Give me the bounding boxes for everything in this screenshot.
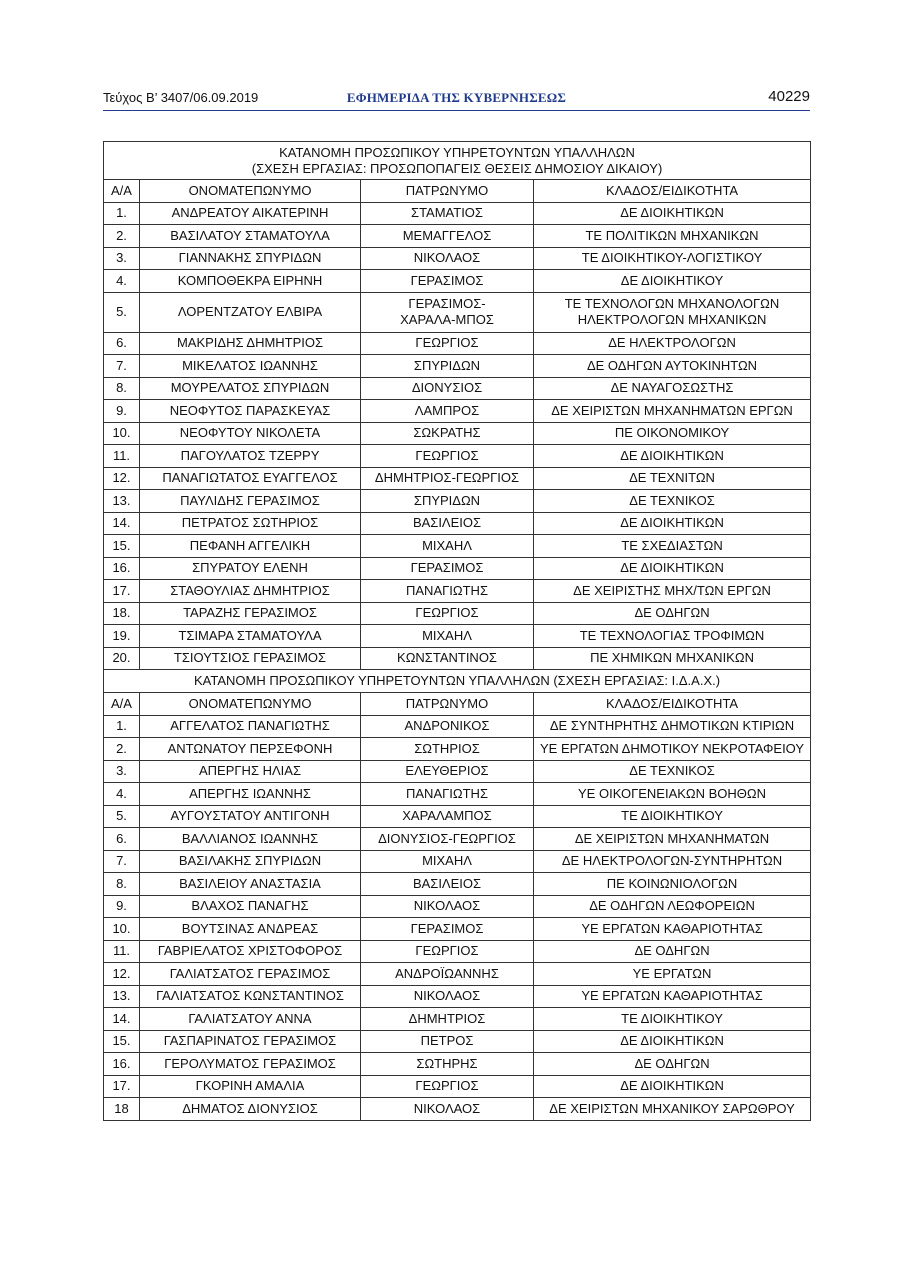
specialty: ΤΕ ΠΟΛΙΤΙΚΩΝ ΜΗΧΑΝΙΚΩΝ	[534, 225, 811, 248]
table-row	[104, 1053, 811, 1076]
journal-title: ΕΦΗΜΕΡΙΔΑ ΤΗΣ ΚΥΒΕΡΝΗΣΕΩΣ	[346, 90, 567, 105]
patronymic: ΝΙΚΟΛΑΟΣ	[361, 985, 534, 1008]
specialty: ΤΕ ΔΙΟΙΚΗΤΙΚΟΥ-ΛΟΓΙΣΤΙΚΟΥ	[534, 247, 811, 270]
specialty: ΔΕ ΗΛΕΚΤΡΟΛΟΓΩΝ	[534, 332, 811, 355]
row-number: 4.	[104, 783, 140, 806]
specialty: ΔΕ ΔΙΟΙΚΗΤΙΚΩΝ	[534, 557, 811, 580]
employee-name: ΓΑΛΙΑΤΣΑΤΟΣ ΓΕΡΑΣΙΜΟΣ	[140, 963, 361, 986]
patronymic: ΓΕΩΡΓΙΟΣ	[361, 602, 534, 625]
specialty: ΔΕ ΟΔΗΓΩΝ	[534, 1053, 811, 1076]
page-number: 40229	[768, 88, 810, 105]
table-row	[104, 247, 811, 270]
table-row	[104, 400, 811, 423]
table-row	[104, 873, 811, 896]
row-number: 11.	[104, 445, 140, 468]
patronymic: ΓΕΡΑΣΙΜΟΣ	[361, 918, 534, 941]
row-number: 7.	[104, 850, 140, 873]
patronymic: ΣΩΤΗΡΙΟΣ	[361, 738, 534, 761]
specialty: ΔΕ ΝΑΥΑΓΟΣΩΣΤΗΣ	[534, 377, 811, 400]
section2-title: ΚΑΤΑΝΟΜΗ ΠΡΟΣΩΠΙΚΟΥ ΥΠΗΡΕΤΟΥΝΤΩΝ ΥΠΑΛΛΗΛΩΝ (ΣΧΕΣΗ ΕΡΓΑΣΙΑΣ: Ι.Δ.Α.Χ.)	[104, 670, 811, 693]
row-number: 12.	[104, 467, 140, 490]
patronymic: ΓΕΩΡΓΙΟΣ	[361, 940, 534, 963]
patronymic: ΓΕΩΡΓΙΟΣ	[361, 1075, 534, 1098]
row-number: 4.	[104, 270, 140, 293]
employee-name: ΒΑΣΙΛΑΚΗΣ ΣΠΥΡΙΔΩΝ	[140, 850, 361, 873]
row-number: 11.	[104, 940, 140, 963]
specialty: ΔΕ ΧΕΙΡΙΣΤΗΣ ΜΗΧ/ΤΩΝ ΕΡΓΩΝ	[534, 580, 811, 603]
employee-name: ΚΟΜΠΟΘΕΚΡΑ ΕΙΡΗΝΗ	[140, 270, 361, 293]
table-row	[104, 467, 811, 490]
employee-name: ΒΟΥΤΣΙΝΑΣ ΑΝΔΡΕΑΣ	[140, 918, 361, 941]
employee-name: ΒΑΣΙΛΑΤΟΥ ΣΤΑΜΑΤΟΥΛΑ	[140, 225, 361, 248]
row-number: 10.	[104, 422, 140, 445]
specialty: ΔΕ ΔΙΟΙΚΗΤΙΚΩΝ	[534, 512, 811, 535]
specialty: ΥΕ ΕΡΓΑΤΩΝ ΔΗΜΟΤΙΚΟΥ ΝΕΚΡΟΤΑΦΕΙΟΥ	[534, 738, 811, 761]
patronymic: ΔΙΟΝΥΣΙΟΣ	[361, 377, 534, 400]
row-number: 9.	[104, 400, 140, 423]
page-header	[103, 88, 810, 108]
table-row	[104, 828, 811, 851]
table-row	[104, 760, 811, 783]
column-header-fullname: ΟΝΟΜΑΤΕΠΩΝΥΜΟ	[140, 693, 361, 716]
table-row	[104, 1098, 811, 1121]
employee-name: ΝΕΟΦΥΤΟΣ ΠΑΡΑΣΚΕΥΑΣ	[140, 400, 361, 423]
column-header-number: Α/Α	[104, 180, 140, 203]
table-row	[104, 783, 811, 806]
table-row	[104, 355, 811, 378]
specialty: ΤΕ ΤΕΧΝΟΛΟΓΙΑΣ ΤΡΟΦΙΜΩΝ	[534, 625, 811, 648]
employee-name: ΑΥΓΟΥΣΤΑΤΟΥ ΑΝΤΙΓΟΝΗ	[140, 805, 361, 828]
specialty: ΔΕ ΔΙΟΙΚΗΤΙΚΟΥ	[534, 270, 811, 293]
row-number: 19.	[104, 625, 140, 648]
table-row	[104, 580, 811, 603]
section1-title-line2: (ΣΧΕΣΗ ΕΡΓΑΣΙΑΣ: ΠΡΟΣΩΠΟΠΑΓΕΙΣ ΘΕΣΕΙΣ ΔΗΜΟΣΙΟΥ ΔΙΚΑΙΟΥ)	[251, 160, 663, 176]
row-number: 7.	[104, 355, 140, 378]
patronymic: ΔΙΟΝΥΣΙΟΣ-ΓΕΩΡΓΙΟΣ	[361, 828, 534, 851]
row-number: 18.	[104, 602, 140, 625]
specialty: ΔΕ ΧΕΙΡΙΣΤΩΝ ΜΗΧΑΝΗΜΑΤΩΝ	[534, 828, 811, 851]
row-number: 14.	[104, 512, 140, 535]
row-number: 15.	[104, 535, 140, 558]
section1-title-row	[104, 142, 811, 180]
row-number: 6.	[104, 332, 140, 355]
employee-name: ΠΑΥΛΙΔΗΣ ΓΕΡΑΣΙΜΟΣ	[140, 490, 361, 513]
staff-table	[103, 141, 811, 1121]
employee-name: ΤΑΡΑΖΗΣ ΓΕΡΑΣΙΜΟΣ	[140, 602, 361, 625]
column-header-patronymic: ΠΑΤΡΩΝΥΜΟ	[361, 693, 534, 716]
row-number: 15.	[104, 1030, 140, 1053]
employee-name: ΜΑΚΡΙΔΗΣ ΔΗΜΗΤΡΙΟΣ	[140, 332, 361, 355]
row-number: 5.	[104, 292, 140, 332]
table-row	[104, 625, 811, 648]
row-number: 1.	[104, 715, 140, 738]
patronymic: ΣΠΥΡΙΔΩΝ	[361, 355, 534, 378]
section1-header-row	[104, 180, 811, 203]
patronymic: ΣΤΑΜΑΤΙΟΣ	[361, 202, 534, 225]
employee-name: ΜΟΥΡΕΛΑΤΟΣ ΣΠΥΡΙΔΩΝ	[140, 377, 361, 400]
patronymic: ΔΗΜΗΤΡΙΟΣ	[361, 1008, 534, 1031]
patronymic: ΧΑΡΑΛΑΜΠΟΣ	[361, 805, 534, 828]
employee-name: ΓΑΣΠΑΡΙΝΑΤΟΣ ΓΕΡΑΣΙΜΟΣ	[140, 1030, 361, 1053]
patronymic: ΑΝΔΡΟΪΩΑΝΝΗΣ	[361, 963, 534, 986]
specialty: ΔΕ ΧΕΙΡΙΣΤΩΝ ΜΗΧΑΝΙΚΟΥ ΣΑΡΩΘΡΟΥ	[534, 1098, 811, 1121]
column-header-fullname: ΟΝΟΜΑΤΕΠΩΝΥΜΟ	[140, 180, 361, 203]
table-row	[104, 422, 811, 445]
table-row	[104, 963, 811, 986]
row-number: 14.	[104, 1008, 140, 1031]
employee-name: ΓΕΡΟΛΥΜΑΤΟΣ ΓΕΡΑΣΙΜΟΣ	[140, 1053, 361, 1076]
row-number: 6.	[104, 828, 140, 851]
employee-name: ΓΑΛΙΑΤΣΑΤΟΥ ΑΝΝΑ	[140, 1008, 361, 1031]
table-row	[104, 535, 811, 558]
employee-name: ΔΗΜΑΤΟΣ ΔΙΟΝΥΣΙΟΣ	[140, 1098, 361, 1121]
patronymic: ΓΕΩΡΓΙΟΣ	[361, 332, 534, 355]
patronymic: ΑΝΔΡΟΝΙΚΟΣ	[361, 715, 534, 738]
row-number: 20.	[104, 647, 140, 670]
specialty: ΠΕ ΟΙΚΟΝΟΜΙΚΟΥ	[534, 422, 811, 445]
patronymic: ΠΑΝΑΓΙΩΤΗΣ	[361, 580, 534, 603]
employee-name: ΣΠΥΡΑΤΟΥ ΕΛΕΝΗ	[140, 557, 361, 580]
table-row	[104, 647, 811, 670]
specialty: ΔΕ ΤΕΧΝΙΚΟΣ	[534, 490, 811, 513]
patronymic: ΠΕΤΡΟΣ	[361, 1030, 534, 1053]
table-row	[104, 602, 811, 625]
specialty: ΥΕ ΕΡΓΑΤΩΝ	[534, 963, 811, 986]
employee-name: ΠΕΤΡΑΤΟΣ ΣΩΤΗΡΙΟΣ	[140, 512, 361, 535]
specialty: ΔΕ ΟΔΗΓΩΝ ΛΕΩΦΟΡΕΙΩΝ	[534, 895, 811, 918]
patronymic: ΕΛΕΥΘΕΡΙΟΣ	[361, 760, 534, 783]
employee-name: ΓΚΟΡΙΝΗ ΑΜΑΛΙΑ	[140, 1075, 361, 1098]
specialty: ΔΕ ΧΕΙΡΙΣΤΩΝ ΜΗΧΑΝΗΜΑΤΩΝ ΕΡΓΩΝ	[534, 400, 811, 423]
section2-title-row	[104, 670, 811, 693]
patronymic: ΒΑΣΙΛΕΙΟΣ	[361, 512, 534, 535]
specialty: ΔΕ ΔΙΟΙΚΗΤΙΚΩΝ	[534, 1075, 811, 1098]
issue-reference: Τεύχος Β’ 3407/06.09.2019	[103, 90, 259, 105]
row-number: 16.	[104, 557, 140, 580]
header-rule	[103, 110, 810, 111]
patronymic: ΓΕΡΑΣΙΜΟΣ-ΧΑΡΑΛΑ-ΜΠΟΣ	[361, 292, 534, 332]
employee-name: ΑΝΔΡΕΑΤΟΥ ΑΙΚΑΤΕΡΙΝΗ	[140, 202, 361, 225]
patronymic: ΣΩΚΡΑΤΗΣ	[361, 422, 534, 445]
specialty: ΤΕ ΣΧΕΔΙΑΣΤΩΝ	[534, 535, 811, 558]
row-number: 3.	[104, 247, 140, 270]
specialty: ΔΕ ΣΥΝΤΗΡΗΤΗΣ ΔΗΜΟΤΙΚΩΝ ΚΤΙΡΙΩΝ	[534, 715, 811, 738]
patronymic: ΜΕΜΑΓΓΕΛΟΣ	[361, 225, 534, 248]
patronymic: ΓΕΡΑΣΙΜΟΣ	[361, 270, 534, 293]
employee-name: ΒΛΑΧΟΣ ΠΑΝΑΓΗΣ	[140, 895, 361, 918]
employee-name: ΤΣΙΜΑΡΑ ΣΤΑΜΑΤΟΥΛΑ	[140, 625, 361, 648]
employee-name: ΑΠΕΡΓΗΣ ΙΩΑΝΝΗΣ	[140, 783, 361, 806]
section1-title	[104, 142, 811, 180]
specialty: ΔΕ ΟΔΗΓΩΝ	[534, 602, 811, 625]
column-header-specialty: ΚΛΑΔΟΣ/ΕΙΔΙΚΟΤΗΤΑ	[534, 180, 811, 203]
specialty: ΤΕ ΔΙΟΙΚΗΤΙΚΟΥ	[534, 805, 811, 828]
table-row	[104, 377, 811, 400]
specialty: ΔΕ ΔΙΟΙΚΗΤΙΚΩΝ	[534, 1030, 811, 1053]
section2-header-row	[104, 693, 811, 716]
row-number: 13.	[104, 985, 140, 1008]
row-number: 5.	[104, 805, 140, 828]
employee-name: ΓΑΛΙΑΤΣΑΤΟΣ ΚΩΝΣΤΑΝΤΙΝΟΣ	[140, 985, 361, 1008]
table-row	[104, 1008, 811, 1031]
row-number: 1.	[104, 202, 140, 225]
table-row	[104, 850, 811, 873]
table-row	[104, 512, 811, 535]
table-row	[104, 715, 811, 738]
column-header-patronymic: ΠΑΤΡΩΝΥΜΟ	[361, 180, 534, 203]
table-row	[104, 805, 811, 828]
table-row	[104, 985, 811, 1008]
row-number: 17.	[104, 1075, 140, 1098]
row-number: 2.	[104, 225, 140, 248]
patronymic: ΣΩΤΗΡΗΣ	[361, 1053, 534, 1076]
specialty: ΤΕ ΤΕΧΝΟΛΟΓΩΝ ΜΗΧΑΝΟΛΟΓΩΝ ΗΛΕΚΤΡΟΛΟΓΩΝ ΜΗΧΑΝΙΚΩΝ	[534, 292, 811, 332]
specialty: ΔΕ ΤΕΧΝΙΚΟΣ	[534, 760, 811, 783]
row-number: 16.	[104, 1053, 140, 1076]
table-row	[104, 270, 811, 293]
employee-name: ΒΑΣΙΛΕΙΟΥ ΑΝΑΣΤΑΣΙΑ	[140, 873, 361, 896]
specialty: ΥΕ ΕΡΓΑΤΩΝ ΚΑΘΑΡΙΟΤΗΤΑΣ	[534, 985, 811, 1008]
patronymic: ΝΙΚΟΛΑΟΣ	[361, 895, 534, 918]
table-row	[104, 1030, 811, 1053]
patronymic: ΓΕΡΑΣΙΜΟΣ	[361, 557, 534, 580]
row-number: 8.	[104, 377, 140, 400]
patronymic: ΣΠΥΡΙΔΩΝ	[361, 490, 534, 513]
row-number: 12.	[104, 963, 140, 986]
employee-name: ΝΕΟΦΥΤΟΥ ΝΙΚΟΛΕΤΑ	[140, 422, 361, 445]
table-row	[104, 445, 811, 468]
patronymic: ΔΗΜΗΤΡΙΟΣ-ΓΕΩΡΓΙΟΣ	[361, 467, 534, 490]
employee-name: ΠΕΦΑΝΗ ΑΓΓΕΛΙΚΗ	[140, 535, 361, 558]
patronymic: ΜΙΧΑΗΛ	[361, 850, 534, 873]
patronymic: ΛΑΜΠΡΟΣ	[361, 400, 534, 423]
employee-name: ΣΤΑΘΟΥΛΙΑΣ ΔΗΜΗΤΡΙΟΣ	[140, 580, 361, 603]
row-number: 9.	[104, 895, 140, 918]
specialty: ΔΕ ΟΔΗΓΩΝ	[534, 940, 811, 963]
employee-name: ΒΑΛΛΙΑΝΟΣ ΙΩΑΝΝΗΣ	[140, 828, 361, 851]
specialty: ΔΕ ΟΔΗΓΩΝ ΑΥΤΟΚΙΝΗΤΩΝ	[534, 355, 811, 378]
patronymic: ΓΕΩΡΓΙΟΣ	[361, 445, 534, 468]
specialty: ΥΕ ΟΙΚΟΓΕΝΕΙΑΚΩΝ ΒΟΗΘΩΝ	[534, 783, 811, 806]
table-row	[104, 490, 811, 513]
table-row	[104, 557, 811, 580]
employee-name: ΠΑΝΑΓΙΩΤΑΤΟΣ ΕΥΑΓΓΕΛΟΣ	[140, 467, 361, 490]
row-number: 13.	[104, 490, 140, 513]
row-number: 17.	[104, 580, 140, 603]
row-number: 8.	[104, 873, 140, 896]
employee-name: ΠΑΓΟΥΛΑΤΟΣ ΤΖΕΡΡΥ	[140, 445, 361, 468]
table-row	[104, 940, 811, 963]
patronymic: ΝΙΚΟΛΑΟΣ	[361, 247, 534, 270]
table-row	[104, 918, 811, 941]
section1-title-line1: ΚΑΤΑΝΟΜΗ ΠΡΟΣΩΠΙΚΟΥ ΥΠΗΡΕΤΟΥΝΤΩΝ ΥΠΑΛΛΗΛΩΝ	[279, 144, 635, 160]
employee-name: ΤΣΙΟΥΤΣΙΟΣ ΓΕΡΑΣΙΜΟΣ	[140, 647, 361, 670]
specialty: ΔΕ ΤΕΧΝΙΤΩΝ	[534, 467, 811, 490]
table-row	[104, 292, 811, 332]
employee-name: ΛΟΡΕΝΤΖΑΤΟΥ ΕΛΒΙΡΑ	[140, 292, 361, 332]
patronymic: ΝΙΚΟΛΑΟΣ	[361, 1098, 534, 1121]
table-row	[104, 1075, 811, 1098]
patronymic: ΜΙΧΑΗΛ	[361, 535, 534, 558]
specialty: ΔΕ ΔΙΟΙΚΗΤΙΚΩΝ	[534, 445, 811, 468]
employee-name: ΜΙΚΕΛΑΤΟΣ ΙΩΑΝΝΗΣ	[140, 355, 361, 378]
specialty: ΤΕ ΔΙΟΙΚΗΤΙΚΟΥ	[534, 1008, 811, 1031]
row-number: 10.	[104, 918, 140, 941]
specialty: ΠΕ ΧΗΜΙΚΩΝ ΜΗΧΑΝΙΚΩΝ	[534, 647, 811, 670]
employee-name: ΑΠΕΡΓΗΣ ΗΛΙΑΣ	[140, 760, 361, 783]
table-row	[104, 332, 811, 355]
row-number: 18	[104, 1098, 140, 1121]
employee-name: ΓΙΑΝΝΑΚΗΣ ΣΠΥΡΙΔΩΝ	[140, 247, 361, 270]
table-row	[104, 895, 811, 918]
specialty: ΔΕ ΗΛΕΚΤΡΟΛΟΓΩΝ-ΣΥΝΤΗΡΗΤΩΝ	[534, 850, 811, 873]
table-row	[104, 225, 811, 248]
column-header-specialty: ΚΛΑΔΟΣ/ΕΙΔΙΚΟΤΗΤΑ	[534, 693, 811, 716]
specialty: ΔΕ ΔΙΟΙΚΗΤΙΚΩΝ	[534, 202, 811, 225]
employee-name: ΓΑΒΡΙΕΛΑΤΟΣ ΧΡΙΣΤΟΦΟΡΟΣ	[140, 940, 361, 963]
employee-name: ΑΝΤΩΝΑΤΟΥ ΠΕΡΣΕΦΟΝΗ	[140, 738, 361, 761]
patronymic: ΚΩΝΣΤΑΝΤΙΝΟΣ	[361, 647, 534, 670]
row-number: 3.	[104, 760, 140, 783]
patronymic: ΜΙΧΑΗΛ	[361, 625, 534, 648]
employee-name: ΑΓΓΕΛΑΤΟΣ ΠΑΝΑΓΙΩΤΗΣ	[140, 715, 361, 738]
patronymic: ΠΑΝΑΓΙΩΤΗΣ	[361, 783, 534, 806]
specialty: ΠΕ ΚΟΙΝΩΝΙΟΛΟΓΩΝ	[534, 873, 811, 896]
row-number: 2.	[104, 738, 140, 761]
table-row	[104, 738, 811, 761]
table-row	[104, 202, 811, 225]
column-header-number: Α/Α	[104, 693, 140, 716]
patronymic: ΒΑΣΙΛΕΙΟΣ	[361, 873, 534, 896]
specialty: ΥΕ ΕΡΓΑΤΩΝ ΚΑΘΑΡΙΟΤΗΤΑΣ	[534, 918, 811, 941]
